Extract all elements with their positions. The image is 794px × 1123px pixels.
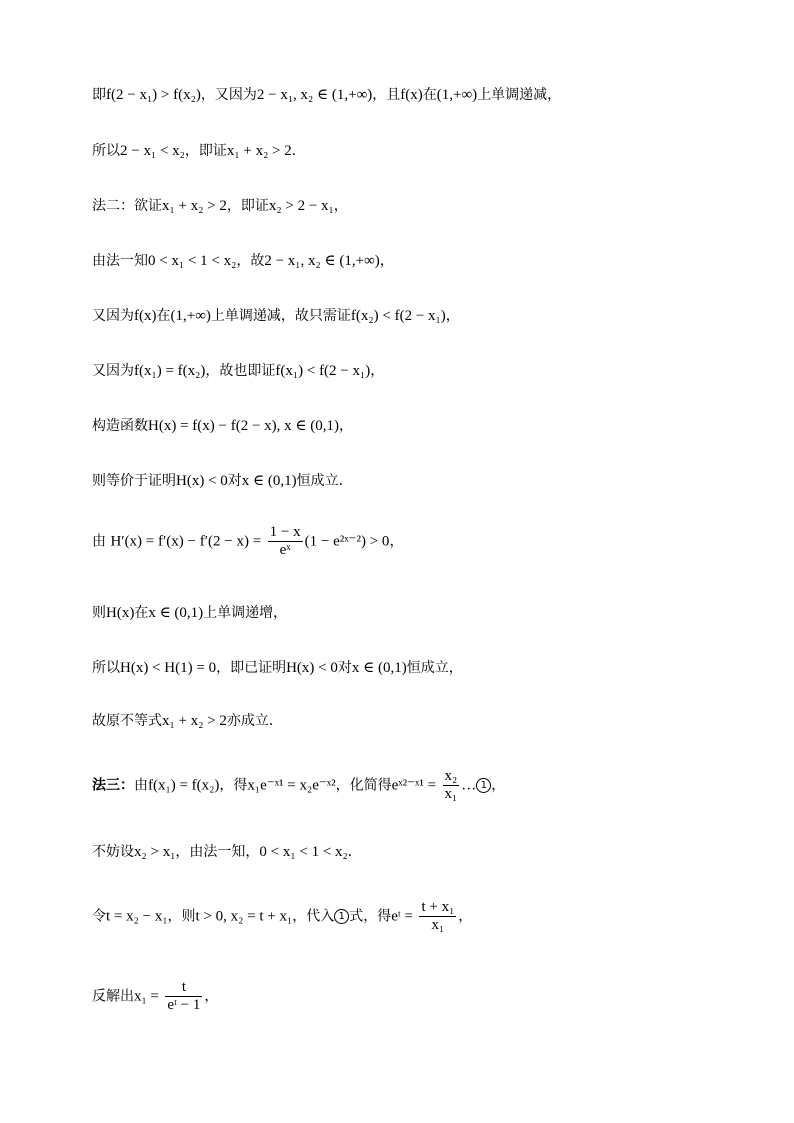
text: 式，得 xyxy=(349,908,392,925)
text: 则 xyxy=(92,605,106,621)
formula: t > 0, x₂ = t + x₁ xyxy=(195,908,293,925)
formula: H(x) = f(x) − f(2 − x), x ∈ (0,1) xyxy=(148,418,340,434)
text: ，代入 xyxy=(292,908,335,925)
text: 在 xyxy=(156,308,171,324)
text: 令 xyxy=(92,908,106,925)
text: ， xyxy=(458,908,473,925)
formula: H(x) xyxy=(106,605,135,621)
text: ． xyxy=(347,844,362,860)
circled-number: 1 xyxy=(334,909,349,924)
line-1 xyxy=(92,85,561,105)
text: 构造函数 xyxy=(92,418,148,434)
formula: f(x₂) < f(2 − x₁) xyxy=(350,308,446,324)
formula: x ∈ (0,1) xyxy=(148,605,204,621)
text: ，又因为 xyxy=(200,87,257,103)
text: 上单调递增， xyxy=(203,605,288,621)
formula: f(x₁) = f(x₂) xyxy=(134,363,206,379)
text: 由法一知 xyxy=(92,253,148,269)
fraction xyxy=(443,768,460,803)
line-3 xyxy=(92,196,348,216)
line-13 xyxy=(92,768,505,803)
text: 亦成立． xyxy=(226,713,283,729)
line-2 xyxy=(92,141,306,161)
formula: eˣ²⁻ˣ¹ = xyxy=(391,777,437,794)
formula: 0 < x₁ < 1 < x₂ xyxy=(148,253,237,269)
text: ，由法一知， xyxy=(175,844,260,860)
formula: f(x) xyxy=(134,308,157,324)
formula: (1,+∞) xyxy=(170,308,211,324)
text: ，即证 xyxy=(226,198,269,214)
formula: x₁ + x₂ > 2 xyxy=(162,713,227,729)
text: ， xyxy=(339,418,354,434)
denominator: eˣ xyxy=(279,542,291,558)
formula: f(x₁) < f(2 − x₁) xyxy=(275,363,371,379)
text: 又因为 xyxy=(92,308,134,324)
text: 上单调递减，故只需证 xyxy=(210,308,351,324)
text: 对 xyxy=(227,473,242,489)
text: ， xyxy=(491,777,506,794)
line-4 xyxy=(92,251,394,271)
denominator: x₁ xyxy=(431,917,445,933)
denominator: eᵗ − 1 xyxy=(167,997,201,1013)
text: 对 xyxy=(337,660,352,676)
text: 在 xyxy=(422,87,437,103)
text: 则等价于证明 xyxy=(92,473,176,489)
text: 反解出 xyxy=(92,988,134,1005)
text: ， xyxy=(389,533,404,550)
text: 在 xyxy=(134,605,149,621)
line-5 xyxy=(92,306,460,326)
text: ． xyxy=(291,143,306,159)
formula: H(x) < 0 xyxy=(176,473,228,489)
text: ，即已证明 xyxy=(216,660,287,676)
numerator: 1 − x xyxy=(269,524,301,540)
fraction xyxy=(268,524,303,559)
fraction xyxy=(165,979,202,1014)
text: ， xyxy=(333,198,348,214)
formula: x₁ + x₂ > 2 xyxy=(226,143,292,159)
text: ， xyxy=(204,988,219,1005)
formula: 2 − x₁, x₂ ∈ (1,+∞) xyxy=(256,87,373,103)
denominator: x₁ xyxy=(444,786,458,802)
text: ， xyxy=(445,308,460,324)
line-9 xyxy=(92,524,403,559)
line-10 xyxy=(92,603,287,623)
text: 恒成立． xyxy=(296,473,353,489)
text: ，且 xyxy=(372,87,401,103)
formula: H(x) < H(1) = 0 xyxy=(120,660,217,676)
text: ，则 xyxy=(167,908,196,925)
formula: H(x) < 0 xyxy=(286,660,338,676)
numerator: x₂ xyxy=(444,768,458,784)
formula: x ∈ (0,1) xyxy=(241,473,297,489)
line-15 xyxy=(92,899,472,934)
text: 法二：欲证 xyxy=(92,198,162,214)
numerator: t + x₁ xyxy=(421,899,455,915)
formula: eᵗ = xyxy=(391,908,413,925)
circled-number: 1 xyxy=(476,778,491,793)
text: 所以 xyxy=(92,143,120,159)
text: 恒成立， xyxy=(406,660,463,676)
formula: f(x₁) = f(x₂) xyxy=(148,777,220,794)
method-heading: 法三： xyxy=(92,777,134,794)
line-8 xyxy=(92,471,353,491)
text: ， xyxy=(379,253,394,269)
line-7 xyxy=(92,416,353,436)
line-16 xyxy=(92,979,218,1014)
text: ，故也即证 xyxy=(205,363,276,379)
text: ，化简得 xyxy=(335,777,392,794)
formula: x₁ = xyxy=(134,988,159,1005)
text: 故原不等式 xyxy=(92,713,162,729)
text: ，得 xyxy=(219,777,248,794)
text: 即 xyxy=(92,87,106,103)
numerator: t xyxy=(165,979,202,997)
text: 不妨设 xyxy=(92,844,134,860)
formula: 2 − x₁ < x₂ xyxy=(120,143,185,159)
text: ，故 xyxy=(236,253,265,269)
formula: f(2 − x₁) > f(x₂) xyxy=(106,87,201,103)
formula: x ∈ (0,1) xyxy=(351,660,407,676)
formula: f(x) xyxy=(400,87,423,103)
formula: x₁ + x₂ > 2 xyxy=(162,198,227,214)
fraction xyxy=(419,899,456,934)
formula: x₂ > x₁ xyxy=(134,844,176,860)
formula: t = x₂ − x₁ xyxy=(106,908,168,925)
text: 又因为 xyxy=(92,363,134,379)
formula: 0 < x₁ < 1 < x₂ xyxy=(259,844,348,860)
line-12 xyxy=(92,711,283,731)
line-14 xyxy=(92,842,362,862)
text: 上单调递减， xyxy=(477,87,562,103)
text: ，即证 xyxy=(184,143,227,159)
formula: x₂ > 2 − x₁ xyxy=(268,198,334,214)
text: 由 xyxy=(92,533,106,550)
formula: H′(x) = f′(x) − f′(2 − x) = xyxy=(110,533,262,550)
formula: (1,+∞) xyxy=(436,87,478,103)
text: ， xyxy=(370,363,385,379)
formula: x₁e⁻ˣ¹ = x₂e⁻ˣ² xyxy=(247,777,336,794)
text: 所以 xyxy=(92,660,120,676)
line-11 xyxy=(92,658,463,678)
line-6 xyxy=(92,361,384,381)
formula: 2 − x₁, x₂ ∈ (1,+∞) xyxy=(264,253,380,269)
formula: (1 − e²ˣ⁻²) > 0 xyxy=(304,533,390,550)
text: 由 xyxy=(134,777,148,794)
formula: … xyxy=(461,777,477,794)
